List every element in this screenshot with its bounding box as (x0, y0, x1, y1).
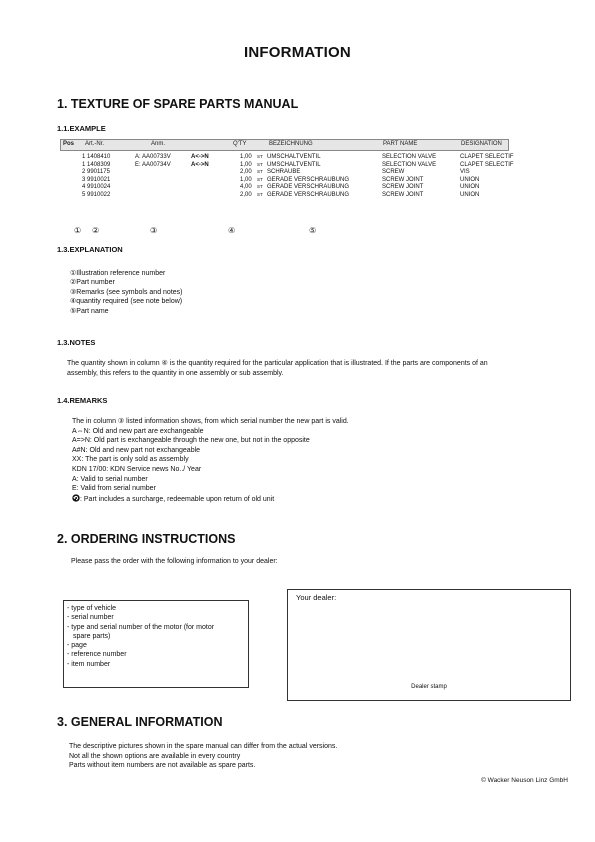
order-item: - reference number (67, 651, 127, 659)
row-pos: 5 (82, 192, 86, 198)
row-qty: 2,00 (240, 169, 252, 176)
marker-1: ① (74, 226, 82, 235)
order-item: - page (67, 642, 87, 650)
col-des: DESIGNATION (461, 141, 502, 147)
remark-item: E: Valid from serial number (72, 485, 156, 493)
order-info-box (63, 600, 249, 688)
marker-4: ④ (228, 226, 236, 235)
explanation-item: ②Part number (70, 279, 115, 287)
row-unit: ST (257, 192, 263, 197)
general-info-text (69, 742, 337, 771)
dealer-stamp-label: Dealer stamp (411, 684, 447, 690)
row-symbol: A<->N (191, 161, 209, 168)
row-part-name: SCREW JOINT (382, 184, 424, 191)
explanation-item: ⑤Part name (70, 307, 109, 315)
row-pos: 1 (82, 161, 86, 168)
row-bezeichnung: GERADE VERSCHRAUBUNG (267, 184, 350, 191)
col-qty: Q'TY (233, 141, 247, 147)
order-item: - type and serial number of the motor (for motor (67, 623, 215, 631)
row-unit: ST (257, 184, 263, 190)
example-heading: 1.1.EXAMPLE (57, 124, 106, 133)
row-part-name: SCREW JOINT (382, 176, 424, 183)
row-anm: A: AA00733V (135, 154, 171, 160)
row-part-name: SELECTION VALVE (382, 154, 437, 160)
explanation-item: ④quantity required (see note below) (70, 298, 183, 306)
table-row (60, 177, 520, 185)
surcharge-icon (72, 494, 80, 502)
dealer-label: Your dealer: (296, 593, 337, 602)
table-row (60, 169, 520, 177)
remark-item: A=>N: Old part is exchangeable through the new one, but not in the opposite (72, 437, 310, 445)
explanation-list (70, 269, 182, 316)
remark-item-surcharge (72, 494, 552, 505)
row-qty: 4,00 (240, 184, 252, 191)
marker-3: ③ (150, 226, 158, 235)
remark-item: A#N: Old and new part not exchangeable (72, 446, 201, 454)
general-info-line: The descriptive pictures shown in the spare manual can differ from the actual versions. (69, 743, 338, 750)
row-unit: ST (257, 154, 263, 159)
col-anm: Anm. (151, 141, 166, 147)
general-info-line: Parts without item numbers are not available as spare parts. (69, 762, 256, 770)
row-designation: CLAPET SELECTIF (460, 154, 514, 160)
row-part-name: SELECTION VALVE (382, 161, 437, 168)
table-row (60, 154, 520, 162)
page-title: INFORMATION (244, 44, 351, 61)
row-bezeichnung: UMSCHALTVENTIL (267, 161, 321, 168)
example-table-header (60, 139, 509, 151)
section3-heading: 3. GENERAL INFORMATION (57, 715, 223, 729)
marker-2: ② (92, 226, 100, 235)
col-art: Art.-Nr. (85, 141, 104, 147)
notes-heading: 1.3.NOTES (57, 338, 96, 347)
explanation-item: ①Illustration reference number (70, 270, 166, 277)
row-unit: ST (257, 169, 263, 175)
row-designation: UNION (460, 184, 480, 191)
col-part: PART NAME (383, 141, 418, 147)
row-symbol: A<->N (191, 154, 209, 160)
row-art: 9910024 (87, 184, 111, 191)
order-item: - type of vehicle (67, 605, 117, 612)
row-art: 9910021 (87, 176, 111, 183)
row-bezeichnung: UMSCHALTVENTIL (267, 154, 321, 160)
row-pos: 1 (82, 154, 86, 160)
dealer-stamp-box (287, 589, 571, 701)
general-info-line: Not all the shown options are available in every country (69, 752, 241, 760)
row-bezeichnung: GERADE VERSCHRAUBUNG (267, 192, 350, 198)
row-qty: 2,00 (240, 192, 252, 198)
row-art: 9910022 (87, 192, 111, 198)
table-row (60, 192, 520, 200)
row-anm: E: AA00734V (135, 161, 171, 168)
row-pos: 2 (82, 169, 86, 176)
table-row (60, 184, 520, 192)
notes-line: The quantity shown in column ④ is the quantity required for the particular application that is illustrated. If the parts are components of an (67, 360, 488, 367)
marker-5: ⑤ (309, 226, 317, 235)
row-bezeichnung: GERADE VERSCHRAUBUNG (267, 176, 350, 183)
remark-item: The in column ③ listed information shows, from which serial number the new part is valid. (72, 418, 349, 425)
row-unit: ST (257, 161, 263, 167)
remark-surcharge-text: : Part includes a surcharge, redeemable upon return of old unit (80, 495, 275, 503)
section1-heading: 1. TEXTURE OF SPARE PARTS MANUAL (57, 97, 299, 111)
notes-line: assembly, this refers to the quantity in one assembly or sub assembly. (67, 369, 284, 377)
order-item: - serial number (67, 614, 114, 622)
row-bezeichnung: SCHRAUBE (267, 169, 301, 176)
row-art: 9901175 (87, 169, 110, 176)
row-pos: 4 (82, 184, 86, 191)
order-item: - item number (67, 660, 111, 668)
col-pos: Pos (63, 141, 75, 147)
remark-item: A: Valid to serial number (72, 475, 148, 483)
row-designation: CLAPET SELECTIF (460, 161, 514, 168)
section2-heading: 2. ORDERING INSTRUCTIONS (57, 532, 236, 546)
row-qty: 1,00 (240, 176, 252, 183)
row-pos: 3 (82, 176, 86, 183)
notes-text (67, 359, 577, 378)
ordering-intro: Please pass the order with the following information to your dealer: (71, 558, 278, 565)
row-unit: ST (257, 176, 263, 182)
row-art: 1408309 (87, 161, 111, 168)
explanation-item: ③Remarks (see symbols and notes) (70, 288, 183, 296)
row-qty: 1,00 (240, 154, 252, 160)
row-qty: 1,00 (240, 161, 252, 168)
row-designation: UNION (460, 176, 480, 183)
remark-item: A⇔N: Old and new part are exchangeable (72, 427, 204, 435)
remark-item: KDN 17/00: KDN Service news No../ Year (72, 465, 202, 473)
table-row (60, 162, 520, 170)
explanation-heading: 1.3.EXPLANATION (57, 245, 123, 254)
copyright: © Wacker Neuson Linz GmbH (481, 777, 568, 784)
remark-item: XX: The part is only sold as assembly (72, 456, 189, 464)
row-designation: VIS (460, 169, 470, 176)
remarks-list (72, 417, 552, 504)
col-bez: BEZEICHNUNG (269, 141, 313, 147)
row-part-name: SCREW JOINT (382, 192, 424, 198)
remarks-heading: 1.4.REMARKS (57, 396, 108, 405)
order-item: spare parts) (73, 632, 111, 640)
row-art: 1408410 (87, 154, 111, 160)
row-designation: UNION (460, 192, 480, 198)
row-part-name: SCREW (382, 169, 405, 176)
